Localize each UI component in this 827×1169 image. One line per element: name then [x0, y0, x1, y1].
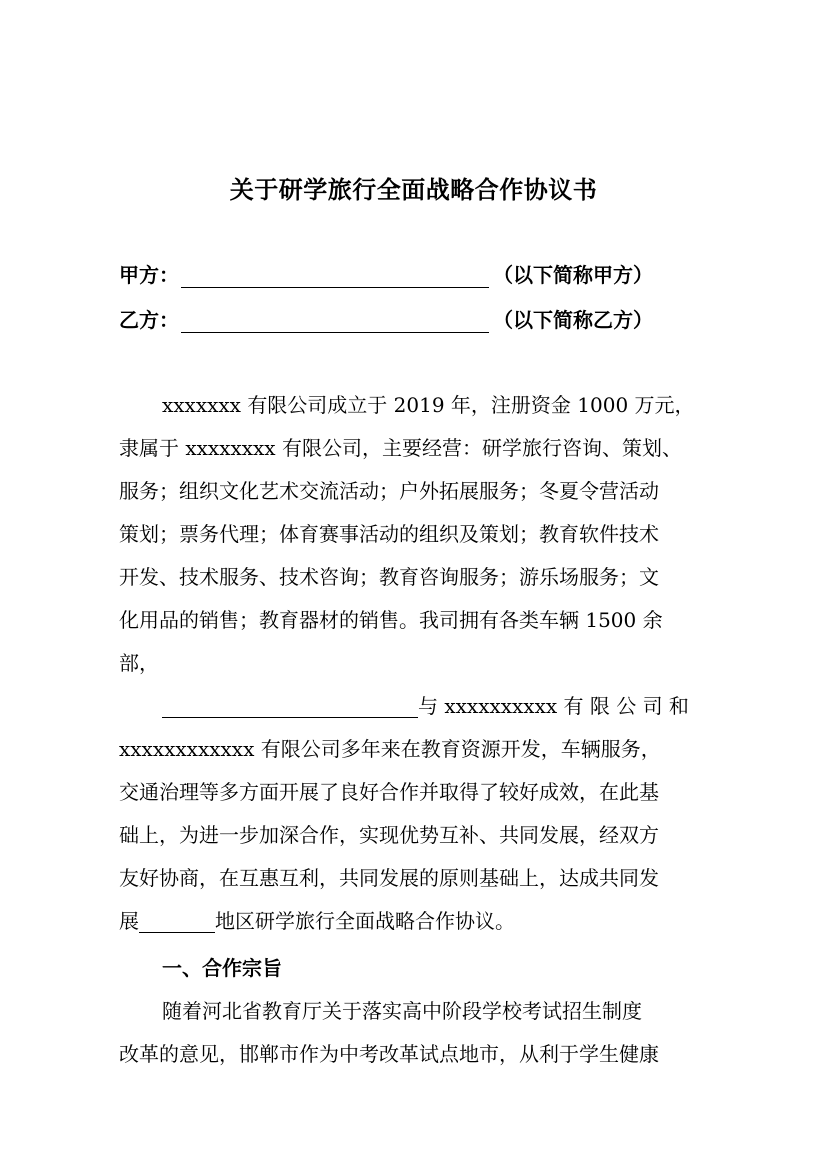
text-line: 随着河北省教育厅关于落实高中阶段学校考试招生制度	[162, 999, 642, 1023]
section1-paragraph	[119, 990, 719, 1076]
text-line: 策划；票务代理；体育赛事活动的组织及策划；教育软件技术	[119, 522, 659, 546]
intro-paragraph	[119, 384, 719, 685]
text-line-part: 地区研学旅行全面战略合作协议。	[215, 909, 515, 933]
party-a-label: 甲方：	[119, 263, 179, 287]
text-line: 开发、技术服务、技术咨询；教育咨询服务；游乐场服务；文	[119, 565, 659, 589]
section-heading: 一、合作宗旨	[162, 956, 282, 980]
text-line: 础上，为进一步加深合作，实现优势互补、共同发展，经双方	[119, 823, 659, 847]
region-blank[interactable]	[139, 906, 215, 933]
text-line	[119, 685, 719, 728]
text-line	[119, 900, 719, 943]
text-line: 部，	[119, 651, 159, 675]
party-b-line	[119, 303, 653, 333]
text-line: 改革的意见，邯郸市作为中考改革试点地市，从利于学生健康	[119, 1042, 659, 1066]
text-line-part: 与 xxxxxxxxxx 有 限 公 司 和	[418, 694, 689, 718]
text-line: xxxxxxxxxxxx 有限公司多年来在教育资源开发，车辆服务，	[119, 737, 661, 761]
text-line: xxxxxxx 有限公司成立于 2019 年，注册资金 1000 万元，	[162, 393, 695, 417]
text-line: 隶属于 xxxxxxxx 有限公司，主要经营：研学旅行咨询、策划、	[119, 436, 682, 460]
party-b-suffix: （以下简称乙方）	[493, 308, 653, 332]
partner-blank[interactable]	[162, 691, 418, 718]
party-a-blank[interactable]	[181, 263, 489, 288]
document-title: 关于研学旅行全面战略合作协议书	[229, 176, 598, 204]
text-line: 友好协商，在互惠互利，共同发展的原则基础上，达成共同发	[119, 866, 659, 890]
cooperation-paragraph	[119, 685, 719, 943]
party-a-suffix: （以下简称甲方）	[493, 263, 653, 287]
text-line-part: 展	[119, 909, 139, 933]
party-a-line	[119, 258, 653, 288]
text-line: 服务；组织文化艺术交流活动；户外拓展服务；冬夏令营活动	[119, 479, 659, 503]
text-line: 交通治理等多方面开展了良好合作并取得了较好成效，在此基	[119, 780, 659, 804]
party-b-label: 乙方：	[119, 308, 179, 332]
text-line: 化用品的销售；教育器材的销售。我司拥有各类车辆 1500 余	[119, 608, 663, 632]
party-b-blank[interactable]	[181, 308, 489, 333]
